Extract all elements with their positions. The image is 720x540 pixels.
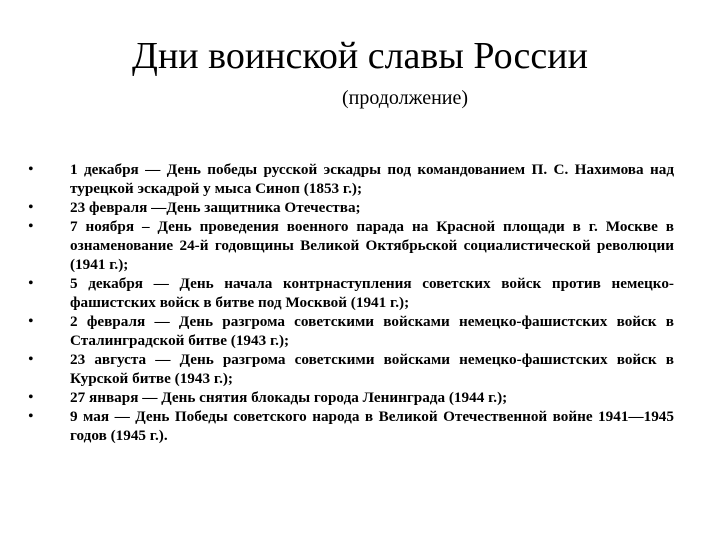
list-item-text: 1 декабря — День победы русской эскадры под командованием П. С. Нахимова над турецкой эскадрой у мыса Синоп (1853 г.); <box>70 161 674 197</box>
bullet-icon: • <box>28 161 34 178</box>
bullet-icon: • <box>28 389 34 406</box>
list-item-text: 23 февраля —День защитника Отечества; <box>70 199 361 216</box>
list-item <box>28 407 674 445</box>
bullet-icon: • <box>28 218 34 235</box>
bullet-icon: • <box>28 313 34 330</box>
bullet-icon: • <box>28 199 34 216</box>
list-item <box>28 388 674 407</box>
list-item-text: 7 ноября – День проведения военного парада на Красной площади в г. Москве в ознаменование 24-й годовщины Великой Октябрьской социалистической революции (1941 г.); <box>70 218 674 273</box>
list-item <box>28 312 674 350</box>
list-item <box>28 198 674 217</box>
military-glory-days-list <box>28 160 674 445</box>
list-item-text: 2 февраля — День разгрома советскими войсками немецко-фашистских войск в Сталинградской битве (1943 г.); <box>70 313 674 349</box>
bullet-icon: • <box>28 275 34 292</box>
bullet-icon: • <box>28 408 34 425</box>
list-item-text: 5 декабря — День начала контрнаступления советских войск против немецко-фашистских войск в битве под Москвой (1941 г.); <box>70 275 674 311</box>
list-item-text: 23 августа — День разгрома советскими войсками немецко-фашистских войск в Курской битве (1943 г.); <box>70 351 674 387</box>
slide-subtitle: (продолжение) <box>341 87 469 109</box>
list-item-text: 9 мая — День Победы советского народа в Великой Отечественной войне 1941—1945 годов (1945 г.). <box>70 408 674 444</box>
list-item <box>28 350 674 388</box>
list-item-text: 27 января — День снятия блокады города Ленинграда (1944 г.); <box>70 389 508 406</box>
list-item <box>28 160 674 198</box>
bullet-icon: • <box>28 351 34 368</box>
list-item <box>28 217 674 274</box>
slide-title: Дни воинской славы России <box>132 35 588 77</box>
list-item <box>28 274 674 312</box>
